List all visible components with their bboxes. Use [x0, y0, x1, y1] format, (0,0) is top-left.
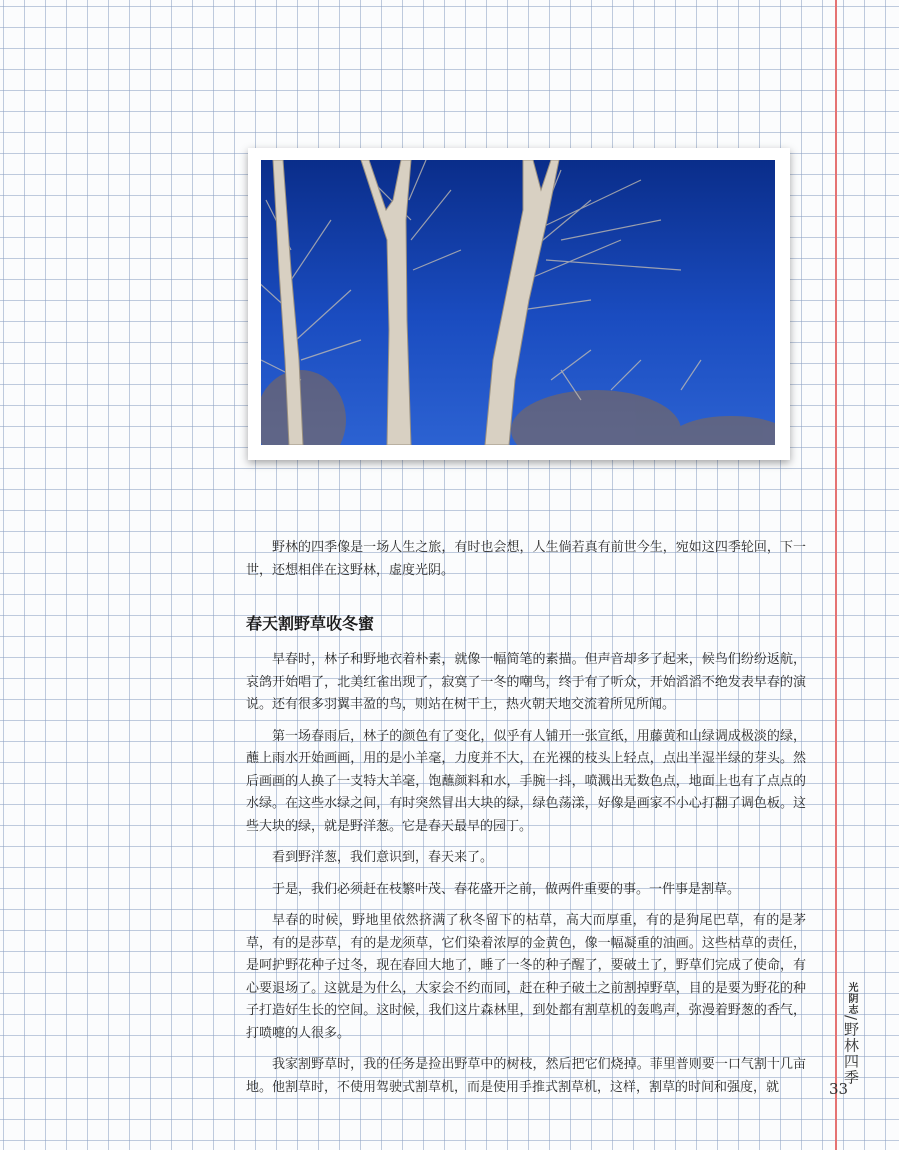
paragraph: 于是，我们必须赶在枝繁叶茂、春花盛开之前，做两件重要的事。一件事是割草。	[272, 881, 741, 897]
tree-photo	[261, 160, 775, 445]
intro-paragraph-block	[246, 537, 806, 591]
tree-photo-illustration	[261, 160, 775, 445]
separator: /	[842, 1015, 860, 1022]
paragraph: 我家割野草时，我的任务是捡出野草中的树枝，然后把它们烧掉。菲里普则要一口气割十几亩地。他割草时，不使用驾驶式割草机，而是使用手推式割草机，这样，割草的时间和强度，就	[246, 1057, 806, 1095]
body-text	[246, 649, 806, 1108]
running-header	[838, 982, 862, 1085]
notebook-margin-line	[835, 0, 837, 1150]
column-name: 光阴志	[846, 982, 857, 1015]
intro-paragraph: 野林的四季像是一场人生之旅，有时也会想，人生倘若真有前世今生，宛如这四季轮回，下一世，还想相伴在这野林，虚度光阴。	[246, 540, 806, 578]
page-number: 33	[829, 1080, 849, 1098]
photo-frame	[248, 148, 790, 460]
paragraph: 早春的时候，野地里依然挤满了秋冬留下的枯草，高大而厚重，有的是狗尾巴草，有的是茅草，有的是莎草，有的是龙须草，它们染着浓厚的金黄色，像一幅凝重的油画。这些枯草的责任，是呵护野花种子过冬，现在春回大地了，睡了一冬的种子醒了，要破土了，野草们完成了使命，有心要退场了。这就是为什么，大家会不约而同，赶在种子破土之前割掉野草，目的是要为野花的种子打造好生长的空间。这时候，我们这片森林里，到处都有割草机的轰鸣声，弥漫着野葱的香气，打喷嚏的人很多。	[246, 913, 806, 1041]
paragraph: 早春时，林子和野地衣着朴素，就像一幅简笔的素描。但声音却多了起来，候鸟们纷纷返航，哀鸽开始唱了，北美红雀出现了，寂寞了一冬的嘲鸟，终于有了听众，开始滔滔不绝发表早春的演说。还有很多羽翼丰盈的鸟，则站在树干上，热火朝天地交流着所见所闻。	[246, 652, 806, 712]
paragraph: 看到野洋葱，我们意识到，春天来了。	[272, 850, 494, 865]
article-name: 野林四季	[842, 1021, 860, 1086]
section-title: 春天割野草收冬蜜	[246, 614, 375, 633]
paragraph: 第一场春雨后，林子的颜色有了变化，似乎有人铺开一张宣纸，用藤黄和山绿调成极淡的绿，蘸上雨水开始画画，用的是小羊毫，力度并不大，在光裸的枝头上轻点，点出半湿半绿的芽头。然后画画的人换了一支特大羊毫，饱蘸颜料和水，手腕一抖，喷溅出无数色点，地面上也有了点点的水绿。在这些水绿之间，有时突然冒出大块的绿，绿色荡漾，好像是画家不小心打翻了调色板。这些大块的绿，就是野洋葱。它是春天最早的园丁。	[246, 728, 806, 834]
